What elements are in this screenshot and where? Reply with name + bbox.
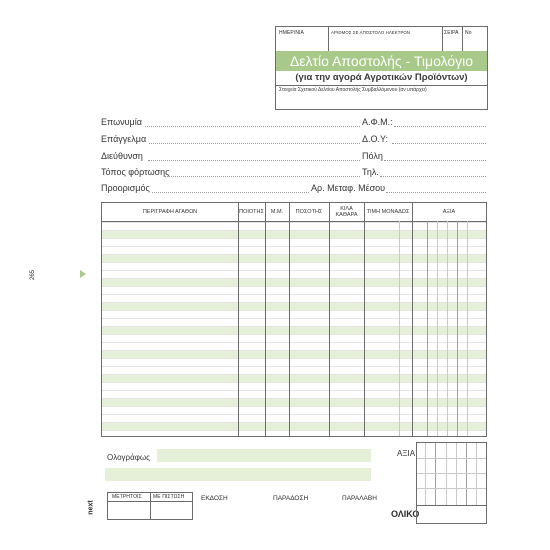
- row-separator: [102, 374, 486, 375]
- col-net-kilos-header: ΚΙΛΑ ΚΑΘΑΡΑ: [335, 205, 358, 218]
- divider: [276, 85, 487, 86]
- row-separator: [102, 430, 486, 431]
- row-separator: [102, 334, 486, 335]
- value-grid-divider: [446, 443, 447, 505]
- issue-label: ΕΚΔΟΣΗ: [201, 495, 228, 502]
- row-separator: [102, 350, 486, 351]
- table-row[interactable]: [102, 318, 486, 326]
- triangle-marker-icon: [80, 270, 86, 278]
- date-label: ΗΜΕΡ/ΝΙΑ: [279, 30, 304, 36]
- in-words-field-2[interactable]: [105, 468, 371, 481]
- col-quality-header: ΠΟΙΟΤΗΣ: [239, 208, 264, 215]
- value-grid-row: [417, 458, 486, 459]
- side-number: 265: [30, 269, 37, 281]
- date-cell: [276, 27, 329, 51]
- col-unit-header: Μ.Μ.: [270, 208, 284, 215]
- row-separator: [102, 230, 486, 231]
- col-quantity-header: ΠΟΣΟΤΗΣ: [295, 208, 323, 215]
- row-separator: [102, 422, 486, 423]
- table-row[interactable]: [102, 278, 486, 286]
- city-label: Πόλη: [362, 151, 383, 161]
- payment-divider: [108, 501, 192, 502]
- row-separator: [102, 270, 486, 271]
- phone-line[interactable]: [380, 176, 486, 177]
- document-subtitle: (για την αγορά Αγροτικών Προϊόντων): [295, 72, 468, 83]
- row-separator: [102, 278, 486, 279]
- table-row[interactable]: [102, 414, 486, 422]
- table-row[interactable]: [102, 302, 486, 310]
- table-row[interactable]: [102, 294, 486, 302]
- col-divider: [412, 203, 413, 436]
- value-grid: [416, 442, 487, 506]
- receipt-label: ΠΑΡΑΛΑΒΗ: [342, 495, 377, 502]
- row-separator: [102, 286, 486, 287]
- table-row[interactable]: [102, 366, 486, 374]
- table-row[interactable]: [102, 406, 486, 414]
- credit-label: ΜΕ ΠΙΣΤΩΣΗ: [153, 494, 185, 500]
- table-row[interactable]: [102, 390, 486, 398]
- row-separator: [102, 238, 486, 239]
- value-digit-divider: [437, 221, 438, 436]
- col-unit-price-header: ΤΙΜΗ ΜΟΝΑΔΟΣ: [366, 208, 410, 215]
- value-digit-divider: [467, 221, 468, 436]
- cash-label: ΜΕΤΡΗΤΟΙΣ: [112, 494, 142, 500]
- row-separator: [102, 366, 486, 367]
- number-label: No: [465, 30, 472, 36]
- address-label: Διεύθυνση: [101, 151, 143, 161]
- price-decimal-divider: [399, 221, 400, 436]
- series-title-label: ΑΡΙΘΜΟΣ ΣΕ ΑΠΟΣΤΟΛΟ ΗΛΕΚΤΡΟΝ: [331, 30, 411, 35]
- row-separator: [102, 326, 486, 327]
- row-separator: [102, 390, 486, 391]
- row-separator: [102, 302, 486, 303]
- row-separator: [102, 262, 486, 263]
- table-row[interactable]: [102, 270, 486, 278]
- series-title-cell: [329, 27, 443, 51]
- series-label: ΣΕΙΡΑ: [444, 30, 459, 36]
- row-separator: [102, 310, 486, 311]
- row-separator: [102, 246, 486, 247]
- row-separator: [102, 382, 486, 383]
- table-row[interactable]: [102, 326, 486, 334]
- value-grid-divider: [435, 443, 436, 505]
- row-separator: [102, 398, 486, 399]
- name-label: Επωνυμία: [101, 117, 142, 127]
- profession-label: Επάγγελμα: [101, 134, 147, 144]
- col-description-header: ΠΕΡΙΓΡΑΦΗ ΑΓΑΘΩΝ: [142, 208, 198, 215]
- row-separator: [102, 342, 486, 343]
- table-row[interactable]: [102, 310, 486, 318]
- row-separator: [102, 254, 486, 255]
- table-row[interactable]: [102, 350, 486, 358]
- phone-label: Τηλ.: [362, 167, 379, 177]
- value-grid-divider: [466, 443, 467, 505]
- row-separator: [102, 318, 486, 319]
- table-row[interactable]: [102, 246, 486, 254]
- delivery-label: ΠΑΡΑΔΟΣΗ: [273, 495, 309, 502]
- total-field[interactable]: [416, 505, 487, 524]
- value-label: ΑΞΙΑ: [397, 449, 416, 458]
- col-divider: [238, 203, 239, 436]
- in-words-label: Ολογράφως: [107, 453, 151, 462]
- value-digit-divider: [457, 221, 458, 436]
- col-divider: [329, 203, 330, 436]
- amount-in-words-area: [101, 442, 373, 488]
- loading-place-line[interactable]: [164, 176, 360, 177]
- vehicle-label: Αρ. Μεταφ. Μέσου: [311, 183, 386, 193]
- items-table: [101, 202, 487, 437]
- series-cell: [443, 27, 463, 51]
- afm-line[interactable]: [394, 126, 486, 127]
- value-grid-row: [417, 488, 486, 489]
- value-grid-row: [417, 473, 486, 474]
- table-row[interactable]: [102, 286, 486, 294]
- total-label: ΟΛΙΚΟ: [391, 509, 420, 519]
- loading-place-label: Τόπος φόρτωσης: [101, 167, 170, 177]
- table-row[interactable]: [102, 262, 486, 270]
- table-row[interactable]: [102, 422, 486, 430]
- table-row[interactable]: [102, 254, 486, 262]
- doy-line[interactable]: [392, 143, 486, 144]
- row-separator: [102, 294, 486, 295]
- table-row[interactable]: [102, 230, 486, 238]
- table-row[interactable]: [102, 334, 486, 342]
- table-row[interactable]: [102, 374, 486, 382]
- document-title: Δελτίο Αποστολής - Τιμολόγιο: [289, 53, 474, 69]
- doy-label: Δ.Ο.Υ:: [362, 134, 389, 144]
- payment-method-box: [107, 492, 193, 520]
- table-row[interactable]: [102, 430, 486, 438]
- value-grid-divider: [476, 443, 477, 505]
- city-line[interactable]: [384, 160, 486, 161]
- col-value-header: ΑΞΙΑ: [442, 208, 456, 215]
- afm-label: Α.Φ.Μ.:: [362, 117, 393, 127]
- row-separator: [102, 414, 486, 415]
- name-line[interactable]: [145, 126, 360, 127]
- value-digit-divider: [427, 221, 428, 436]
- table-row[interactable]: [102, 398, 486, 406]
- col-divider: [364, 203, 365, 436]
- row-separator: [102, 358, 486, 359]
- in-words-field[interactable]: [157, 449, 371, 462]
- document-header-box: [275, 26, 488, 110]
- table-row[interactable]: [102, 358, 486, 366]
- col-divider: [289, 203, 290, 436]
- value-digit-divider: [447, 221, 448, 436]
- value-grid-divider: [425, 443, 426, 505]
- destination-label: Προορισμός: [101, 183, 150, 193]
- table-row[interactable]: [102, 238, 486, 246]
- row-separator: [102, 222, 486, 223]
- related-delivery-note: Στοιχεία Σχετικού Δελτίου Αποστολής Συμβαλλόμενου (αν υπάρχει): [279, 87, 427, 93]
- table-row[interactable]: [102, 382, 486, 390]
- address-line[interactable]: [148, 160, 360, 161]
- table-row[interactable]: [102, 342, 486, 350]
- payment-divider: [150, 493, 151, 519]
- row-separator: [102, 406, 486, 407]
- col-divider: [265, 203, 266, 436]
- table-row[interactable]: [102, 222, 486, 230]
- header-separator: [102, 221, 486, 222]
- destination-line[interactable]: [152, 192, 309, 193]
- profession-line[interactable]: [149, 143, 360, 144]
- value-grid-divider: [456, 443, 457, 505]
- vehicle-line[interactable]: [386, 192, 486, 193]
- brand-logo: next: [87, 500, 95, 515]
